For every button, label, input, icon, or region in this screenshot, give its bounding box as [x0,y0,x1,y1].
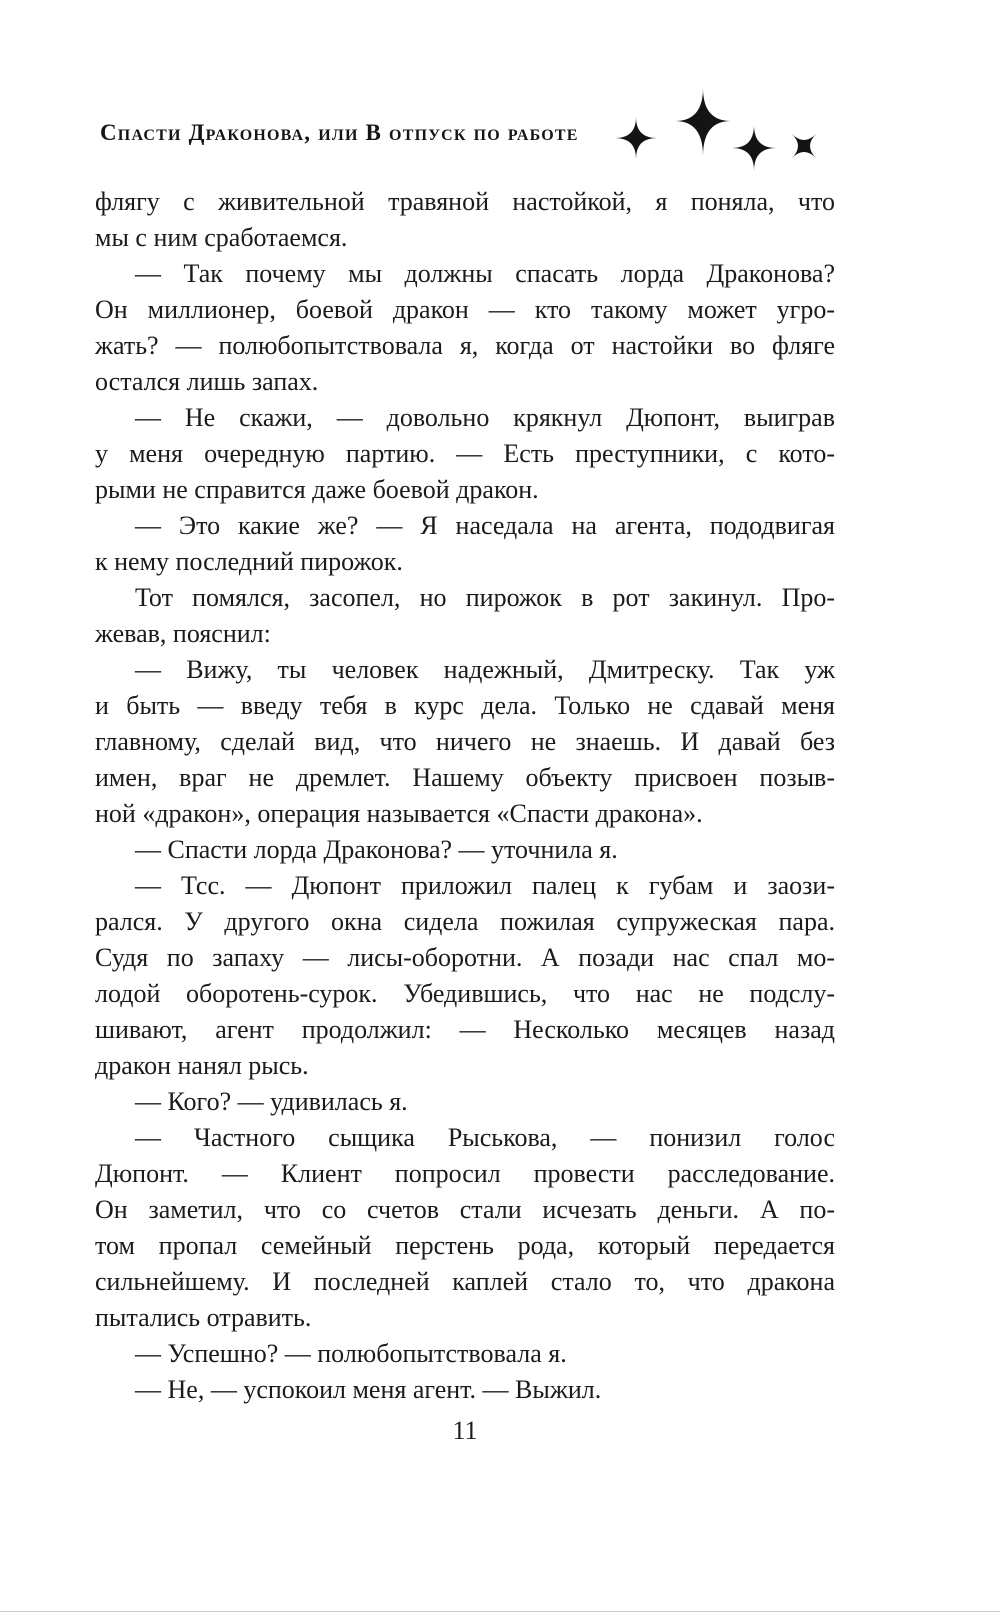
text-line: — Успешно? — полюбопытствовала я. [135,1339,567,1368]
text-line: — Тсс. — Дюпонт приложил палец к губам и заози- [135,871,835,900]
text-line: Дюпонт. — Клиент попросил провести расследование. [95,1159,835,1188]
text-line: пытались отравить. [95,1303,312,1332]
text-line: — Частного сыщика Рыськова, — понизил голос [135,1123,835,1152]
text-line: том пропал семейный перстень рода, который передается [95,1231,835,1260]
paragraph [95,580,835,652]
text-line: сильнейшему. И последней каплей стало то, что дракона [95,1267,835,1296]
sparkle-star-right [732,125,776,171]
paragraph [95,508,835,580]
text-line: ной «дракон», операция называется «Спасти дракона». [95,799,703,828]
text-line: — Так почему мы должны спасать лорда Драконова? [135,259,835,288]
text-line: у меня очередную партию. — Есть преступники, с кото- [95,439,835,468]
paragraph [95,868,835,1084]
paragraph [95,1372,835,1408]
paragraph [95,256,835,400]
page-number: 11 [452,1416,478,1445]
text-line: — Кого? — удивилась я. [135,1087,408,1116]
paragraph [95,1120,835,1336]
text-line: — Вижу, ты человек надежный, Дмитреску. Так уж [135,655,835,684]
sparkle-stars-icon [608,86,822,182]
text-line: дракон нанял рысь. [95,1051,309,1080]
text-line: Судя по запаху — лисы-оборотни. А позади нас спал мо- [95,943,835,972]
text-line: имен, враг не дремлет. Нашему объекту присвоен позыв- [95,763,835,792]
paragraph [95,1084,835,1120]
text-line: рыми не справится даже боевой дракон. [95,475,539,504]
paragraph [95,832,835,868]
text-line: рался. У другого окна сидела пожилая супружеская пара. [95,907,835,936]
running-header [100,120,579,146]
text-line: Он миллионер, боевой дракон — кто такому может угро- [95,295,835,324]
text-line: — Это какие же? — Я наседала на агента, пододвигая [135,511,835,540]
text-line: — Не, — успокоил меня агент. — Выжил. [135,1375,602,1404]
scan-edge-line [0,1611,1000,1612]
text-line: шивают, агент продолжил: — Несколько месяцев назад [95,1015,835,1044]
text-line: и быть — введу тебя в курс дела. Только не сдавай меня [95,691,835,720]
text-line: лодой оборотень-сурок. Убедившись, что нас не подслу- [95,979,835,1008]
text-line: Тот помялся, засопел, но пирожок в рот закинул. Про- [135,583,835,612]
paragraph [95,184,835,256]
page-text [95,184,835,1408]
text-line: — Спасти лорда Драконова? — уточнила я. [135,835,618,864]
text-line: остался лишь запах. [95,367,319,396]
sparkle-star-x [780,122,822,170]
text-line: мы с ним сработаемся. [95,223,348,252]
text-line: жать? — полюбопытствовала я, когда от настойки во фляге [95,331,835,360]
sparkle-star-left [615,117,657,159]
paragraph [95,652,835,832]
text-line: флягу с живительной травяной настойкой, я поняла, что [95,187,835,216]
paragraph [95,400,835,508]
sparkle-star-large [675,88,731,156]
text-line: главному, сделай вид, что ничего не знаешь. И давай без [95,727,835,756]
text-line: — Не скажи, — довольно крякнул Дюпонт, выиграв [135,403,835,432]
text-line: Он заметил, что со счетов стали исчезать деньги. А по- [95,1195,835,1224]
paragraph [95,1336,835,1372]
running-header-title: Спасти Драконова, или В отпуск по работе [100,120,579,145]
text-line: жевав, пояснил: [95,619,271,648]
text-line: к нему последний пирожок. [95,547,403,576]
